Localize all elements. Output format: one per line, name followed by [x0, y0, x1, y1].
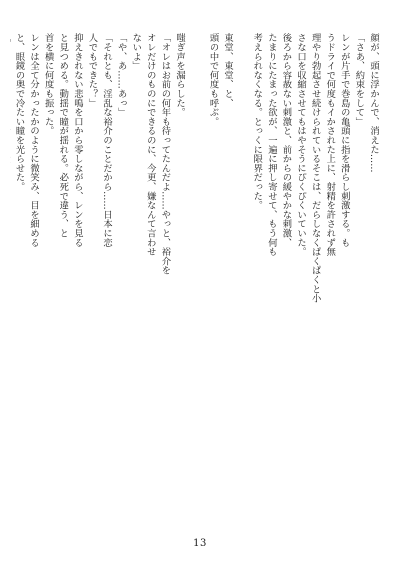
- page-number: 13: [193, 538, 207, 549]
- left-text-column: [10, 33, 186, 519]
- text-line: 「それとも、淫乱な裕介のことだから……日本に恋: [101, 33, 113, 247]
- text-line: [10, 33, 11, 519]
- text-line: 「オレはお前の何年も待ってたんだよ……やっと、裕介を: [159, 33, 171, 275]
- text-line: オレだけのものにできるのに、今更、嫌なんて言わせ: [144, 33, 156, 257]
- text-line: うドライで何度もイかされた上に、射精を許されず無: [324, 33, 336, 257]
- right-text-column: [204, 33, 380, 519]
- text-line: [234, 33, 249, 519]
- text-line: 人でもできた？」: [86, 33, 98, 108]
- text-line: 顔が、頭に浮かんで、消えた……: [368, 33, 379, 173]
- text-line: 東堂、東堂、と、: [222, 33, 234, 108]
- text-line: レンは全て分かったかのように微笑み、目を細める: [28, 33, 40, 247]
- text-line: 「や、あ……あっ」: [115, 33, 127, 117]
- text-line: 抑えきれない悲鳴を口から零しながら、レンを見る: [71, 33, 83, 247]
- text-line: ないよ」: [130, 33, 142, 71]
- text-line: と見つめる。動揺で瞳が揺れる。必死で違う、と: [57, 33, 69, 238]
- text-line: 理やり勃起させ続けられているそこは、だらしなくぱくぱくと小: [309, 33, 321, 303]
- text-line: さな口を収縮させてもはやそうにぴくぴくいていた。: [295, 33, 307, 257]
- text-line: 頭の中で何度も呼ぶ。: [207, 33, 219, 126]
- text-line: たまりにたまった欲が、一遍に押し寄せて、もう何も: [265, 33, 277, 257]
- text-line: と、眼鏡の奥で冷たい瞳を光らせた。: [13, 33, 25, 192]
- text-line: レンが片手で巻島の亀頭に指を滑らし刺激する。も: [338, 33, 350, 247]
- text-line: 「さあ、約束をして」: [353, 33, 365, 126]
- text-line: 嗤ぎ声を漏らした。: [174, 33, 185, 117]
- text-line: 考えられなくなる。とっくに限界だった。: [251, 33, 263, 210]
- text-line: 後ろから容赦ない刺激と、前からの緩やかな刺激、: [280, 33, 292, 247]
- text-line: 首を横に何度も振った。: [42, 33, 54, 136]
